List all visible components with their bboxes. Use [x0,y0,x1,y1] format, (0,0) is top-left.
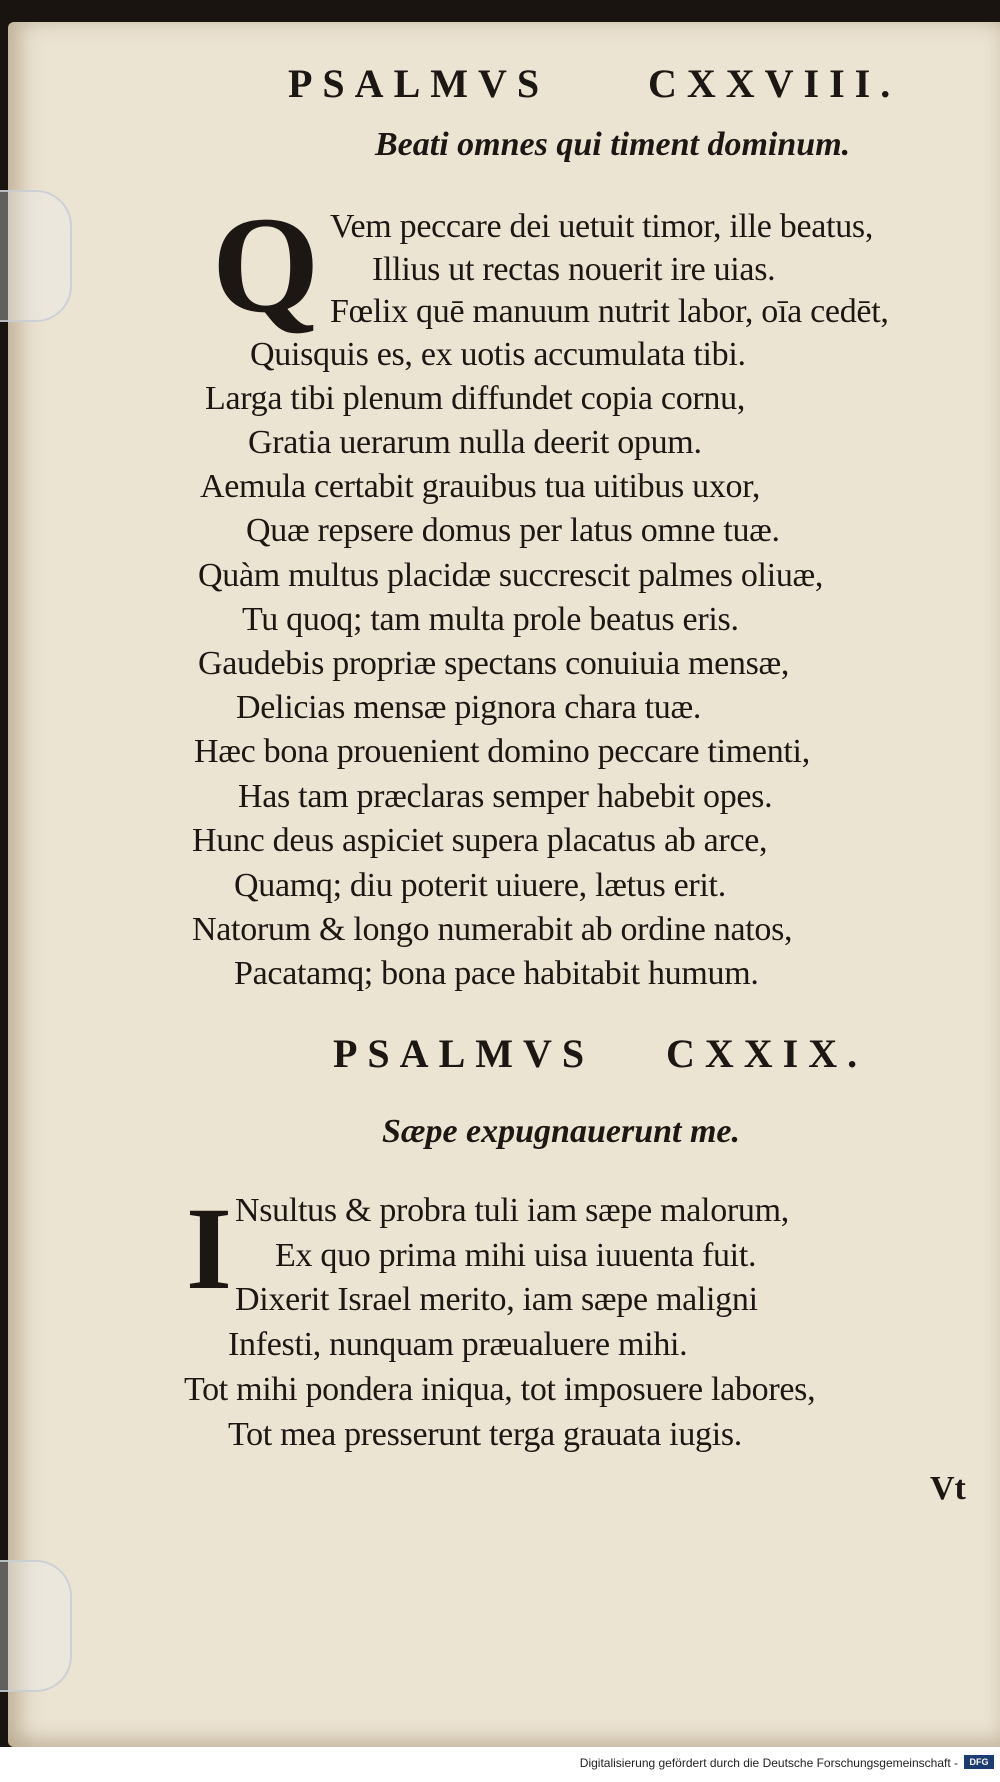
verse-line: Tot mea presserunt terga grauata iugis. [228,1416,743,1453]
verse-line: Hunc deus aspiciet supera placatus ab arce, [192,822,768,859]
digitization-footer [0,1747,1000,1782]
page-clip-top [0,190,72,322]
verse-line: Illius ut rectas nouerit ire uias. [372,251,776,288]
verse-line: Has tam præclaras semper habebit opes. [238,778,773,815]
psalm-subtitle: Sæpe expugnauerunt me. [382,1113,740,1150]
verse-line: Pacatamq; bona pace habitabit humum. [234,955,759,992]
verse-line: Tu quoq; tam multa prole beatus eris. [242,601,739,638]
verse-line: Quisquis es, ex uotis accumulata tibi. [250,336,746,373]
psalm-label: PSALMVS [333,1031,595,1076]
page-clip-bottom [0,1560,72,1692]
verse-line: Aemula certabit grauibus tua uitibus uxor, [200,468,761,505]
verse-line: Quamq; diu poterit uiuere, lætus erit. [234,867,726,904]
verse-line: Nsultus & probra tuli iam sæpe malorum, [235,1192,789,1229]
verse-line: Gaudebis propriæ spectans conuiuia mensæ, [198,645,790,682]
verse-line: Natorum & longo numerabit ab ordine natos, [192,911,793,948]
dfg-logo: DFG [964,1755,994,1769]
drop-cap-initial: I [186,1183,232,1314]
verse-line: Fœlix quē manuum nutrit labor, oīa cedēt, [330,293,889,330]
drop-cap-initial: Q [212,188,320,341]
verse-line: Dixerit Israel merito, iam sæpe maligni [235,1281,758,1318]
verse-line: Delicias mensæ pignora chara tuæ. [236,689,702,726]
verse-line: Quàm multus placidæ succrescit palmes oliuæ, [198,557,824,594]
verse-line: Hæc bona prouenient domino peccare timenti, [194,733,810,770]
verse-line: Gratia uerarum nulla deerit opum. [248,424,702,461]
footer-credit: Digitalisierung gefördert durch die Deutsche Forschungsgemeinschaft - [579,1756,958,1770]
psalm-number: CXXVIII. [648,61,901,106]
verse-line: Ex quo prima mihi uisa iuuenta fuit. [275,1237,757,1274]
verse-line: Vem peccare dei uetuit timor, ille beatus, [330,208,874,245]
verse-line: Infesti, nunquam præualuere mihi. [228,1326,688,1363]
verse-line: Larga tibi plenum diffundet copia cornu, [205,380,746,417]
verse-line: Quæ repsere domus per latus omne tuæ. [246,512,780,549]
catchword: Vt [930,1470,966,1507]
verse-line: Tot mihi pondera iniqua, tot imposuere labores, [184,1371,816,1408]
psalm-label: PSALMVS [288,61,550,106]
psalm-number: CXXIX. [666,1031,868,1076]
psalm-subtitle: Beati omnes qui timent dominum. [375,126,851,163]
